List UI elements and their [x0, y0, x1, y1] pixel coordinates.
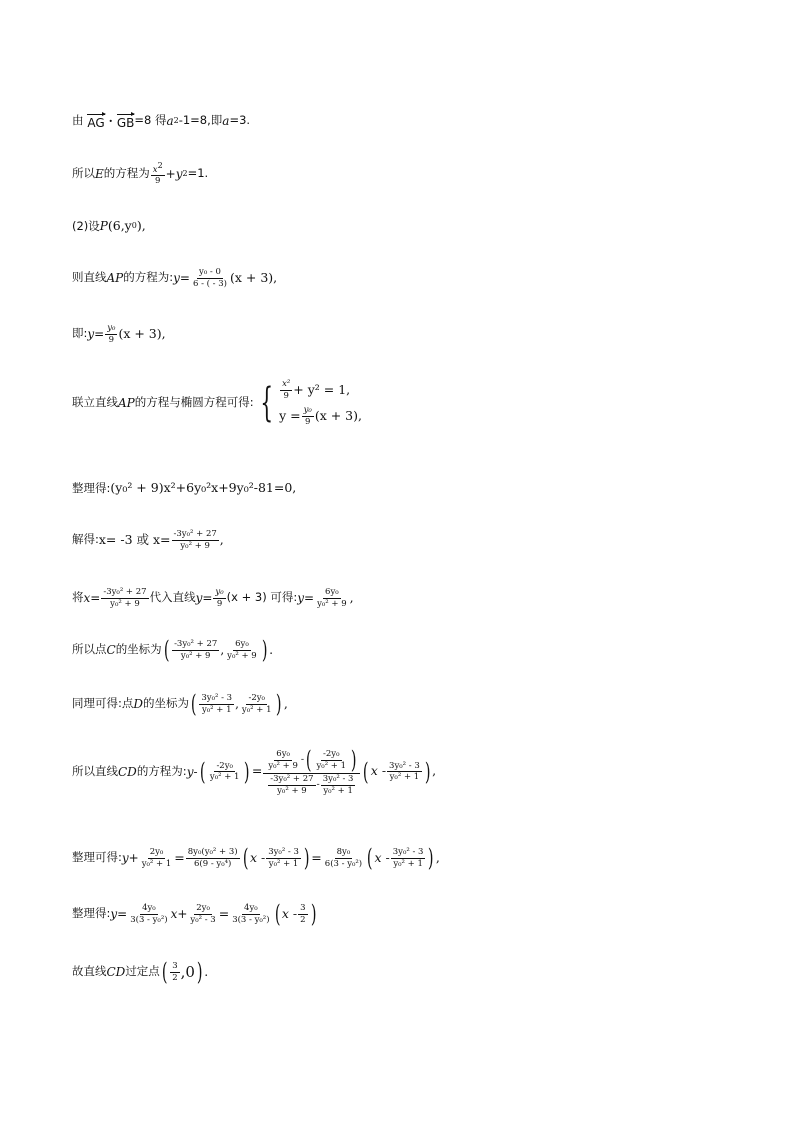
fraction: $\frac{\text{y₀}}{9}$: [107, 323, 116, 345]
text: 整理得:: [72, 480, 111, 495]
dot: ·: [108, 113, 113, 128]
text: 的方程为:: [123, 270, 174, 285]
text: ,: [219, 531, 224, 547]
fraction: $\frac{3}{2}$: [172, 961, 178, 983]
fraction: $\frac{\text{3y₀² - 3}}{\text{y₀² + 1}}$: [389, 760, 420, 782]
text: 所以点: [72, 642, 107, 657]
text: ,: [432, 763, 437, 779]
line-9: [72, 588, 354, 608]
fraction: $\frac{\text{-3y₀² + 27}}{\text{y₀² + 9}}$: [173, 529, 217, 551]
text: y+: [121, 851, 139, 865]
line-5: [72, 324, 166, 344]
text: y=: [195, 591, 213, 605]
var-c: C: [106, 643, 116, 657]
text: 将: [72, 590, 84, 605]
text: 的方程为:: [136, 763, 187, 778]
fraction: $\frac{\text{y₀ - 0}}{6 - ( - 3)}$: [192, 267, 227, 289]
text: ,0: [180, 962, 195, 981]
fraction: $\frac{\text{2y₀}}{\text{y₀² + 1}}$: [141, 847, 172, 869]
line-14: 整理得: y= $\frac{\text{4y₀}}{\text{3(3 - y₀²)}}$ x+ $\frac{\text{2y₀}}{\text{y₀² - 3}}$ = $\frac{\text{4y₀}}{\text{3(3 - y₀²)}}$ ( x - $\frac{3}{2}$ ): [72, 900, 317, 928]
line-6: [72, 380, 362, 426]
line-10: 所以点 C 的坐标为 ( $\frac{\text{-3y₀² + 27}}{\text{y₀² + 9}}$ , $\frac{\text{6y₀}}{\text{y₀² + 9}}$ ) .: [72, 636, 274, 664]
text: +y: [165, 166, 183, 181]
fraction: $\frac{x^2}{9}$: [152, 161, 163, 187]
line-3: (2)设 P (6,y 0 ),: [72, 218, 146, 234]
fraction: $\frac{\text{-2y₀}}{\text{y₀² + 1}}$: [209, 760, 240, 782]
text: (x + 3),: [118, 325, 166, 341]
text: (x + 3) 可得:: [226, 590, 298, 605]
line-13: 整理可得: y+ $\frac{\text{2y₀}}{\text{y₀² + 1}}$ = $\frac{\text{8y₀(y₀² + 3)}}{\text{6(9 - y₀⁴)}}$ ( x - $\frac{\text{3y₀² - 3}}{\text{y₀² + 1}}$ ) = $\frac{\text{8y₀}}{\text{6(3 - y₀²)}}$ ( x - $\frac{\text{3y₀² - 3}}{\text{y₀² + 1}}$ ) ,: [72, 844, 440, 872]
line-12: 所以直线 CD 的方程为: y- ( $\frac{\text{-2y₀}}{\text{y₀² + 1}}$ ) = $\frac{\text{6y₀}}{\text{y₀² + 9}}$ - ( $\frac{\text{-2y₀}}{\text{y₀² + 1}}$ ) $\frac{\text{-3y₀² + 27}}{\text{y₀² + 9}}$ - $\frac{\text{3y₀² - 3}}{\text{y₀² + 1}}$ ( x - $\frac{\text{3y₀² - 3}}{\text{y₀² + 1}}$ ) ,: [72, 746, 437, 796]
fraction: $\frac{3}{2}$: [300, 903, 306, 925]
equals: =: [251, 763, 263, 779]
text: 则直线: [72, 270, 107, 285]
text: x=: [83, 591, 101, 605]
text: -1=8,即: [178, 112, 223, 127]
fraction: $\frac{\text{2y₀}}{\text{y₀² - 3}}$: [190, 903, 216, 925]
equals: =: [174, 849, 185, 865]
text: 的方程为: [103, 166, 150, 181]
text: y=: [110, 907, 128, 921]
var-d: D: [133, 697, 143, 711]
compound-fraction: $\frac{\text{6y₀}}{\text{y₀² + 9}}$ - ( $\frac{\text{-2y₀}}{\text{y₀² + 1}}$ ) $\frac{\text{-3y₀² + 27}}{\text{y₀² + 9}}$ - $\frac{\text{3y₀² - 3}}{\text{y₀² + 1}}$: [263, 748, 360, 795]
text: 由: [72, 112, 84, 127]
text: (2)设: [72, 218, 100, 233]
text: 故直线: [72, 964, 107, 979]
fraction: $\frac{\text{6y₀}}{\text{y₀² + 9}}$: [227, 639, 257, 661]
vector-ag: AG: [87, 112, 104, 129]
line-2: 所以 E 的方程为 $\frac{x^2}{9}$ +y 2 =1.: [72, 161, 209, 187]
line-7: [72, 482, 296, 495]
text: 的方程与椭圆方程可得:: [134, 395, 254, 410]
line-4: [72, 268, 277, 288]
var-cd: CD: [106, 965, 126, 979]
line-1: 由 AG · GB =8 得 a 2 -1=8,即 a =3.: [72, 112, 251, 130]
text: 整理可得:: [72, 850, 122, 865]
equation-system: $\frac{\text{x²}}{9}$ + y² = 1, y = $\frac{\text{y₀}}{9}$ (x + 3),: [279, 379, 362, 427]
fraction: $\frac{\text{3y₀² - 3}}{\text{y₀² + 1}}$: [268, 847, 299, 869]
text: x -: [249, 849, 266, 865]
fraction: $\frac{\text{y₀}}{9}$: [215, 587, 224, 609]
text: ,: [283, 695, 288, 711]
fraction: $\frac{\text{-3y₀² + 27}}{\text{y₀² + 9}}$: [174, 639, 218, 661]
text: 过定点: [125, 964, 160, 979]
fraction: $\frac{\text{6y₀}}{\text{y₀² + 9}}$: [317, 587, 347, 609]
var-a: a: [166, 113, 174, 128]
var-p: P: [99, 219, 108, 234]
text: 所以: [72, 166, 95, 181]
fraction: $\frac{\text{3y₀² - 3}}{\text{y₀² + 1}}$: [201, 693, 233, 715]
text: y=: [297, 591, 315, 605]
text: .: [204, 963, 209, 979]
var-ap: AP: [106, 271, 124, 285]
text: 同理可得:点: [72, 696, 134, 711]
text: 整理得:: [72, 906, 111, 921]
brace: {: [259, 380, 273, 426]
line-8: [72, 530, 224, 550]
text: y-: [186, 764, 198, 779]
fraction: $\frac{\text{-3y₀² + 27}}{\text{y₀² + 9}}$: [103, 587, 147, 609]
fraction: $\frac{\text{4y₀}}{\text{3(3 - y₀²)}}$: [232, 903, 270, 925]
text: .: [269, 641, 274, 657]
fraction: $\frac{\text{-2y₀}}{\text{y₀² + 1}}$: [241, 693, 272, 715]
expression: x= -3 或 x=: [98, 531, 171, 547]
equals: =: [218, 905, 230, 921]
text: 代入直线: [149, 590, 196, 605]
text: y=: [173, 271, 190, 285]
text: x -: [281, 905, 298, 921]
fraction: $\frac{\text{8y₀}}{\text{6(3 - y₀²)}}$: [324, 847, 363, 869]
text: 解得:: [72, 532, 99, 547]
text: x -: [370, 763, 387, 779]
text: (x + 3),: [229, 269, 278, 285]
text: 即:: [72, 326, 88, 341]
text: =8 得: [134, 112, 167, 127]
text: y=: [87, 327, 105, 341]
fraction: $\frac{\text{8y₀(y₀² + 3)}}{\text{6(9 - y₀⁴)}}$: [187, 847, 238, 869]
equals: =: [311, 849, 322, 865]
text: ,: [435, 849, 440, 865]
var-e: E: [95, 166, 104, 181]
var-cd: CD: [118, 764, 137, 779]
fraction: $\frac{\text{4y₀}}{\text{3(3 - y₀²)}}$: [130, 903, 168, 925]
text: 所以直线: [72, 763, 118, 778]
text: x -: [374, 849, 390, 865]
expression: (y₀² + 9)x²+6y₀²x+9y₀²-81=0,: [110, 480, 297, 495]
text: 联立直线: [72, 395, 118, 410]
text: x+: [170, 907, 188, 921]
var-ap: AP: [118, 396, 135, 410]
text: ,: [349, 589, 354, 605]
text: ),: [136, 218, 146, 233]
text: 的坐标为: [143, 696, 189, 711]
text: =3.: [229, 112, 251, 127]
text: 的坐标为: [115, 642, 162, 657]
coord: (6,y: [107, 218, 132, 233]
line-15: 故直线 CD 过定点 ( $\frac{3}{2}$ ,0 ) .: [72, 958, 209, 986]
fraction: $\frac{\text{3y₀² - 3}}{\text{y₀² + 1}}$: [392, 847, 424, 869]
text: =1.: [187, 166, 209, 181]
vector-gb: GB: [117, 112, 135, 129]
line-11: 同理可得:点 D 的坐标为 ( $\frac{\text{3y₀² - 3}}{\text{y₀² + 1}}$ , $\frac{\text{-2y₀}}{\text{y₀² + 1}}$ ) ,: [72, 690, 288, 718]
